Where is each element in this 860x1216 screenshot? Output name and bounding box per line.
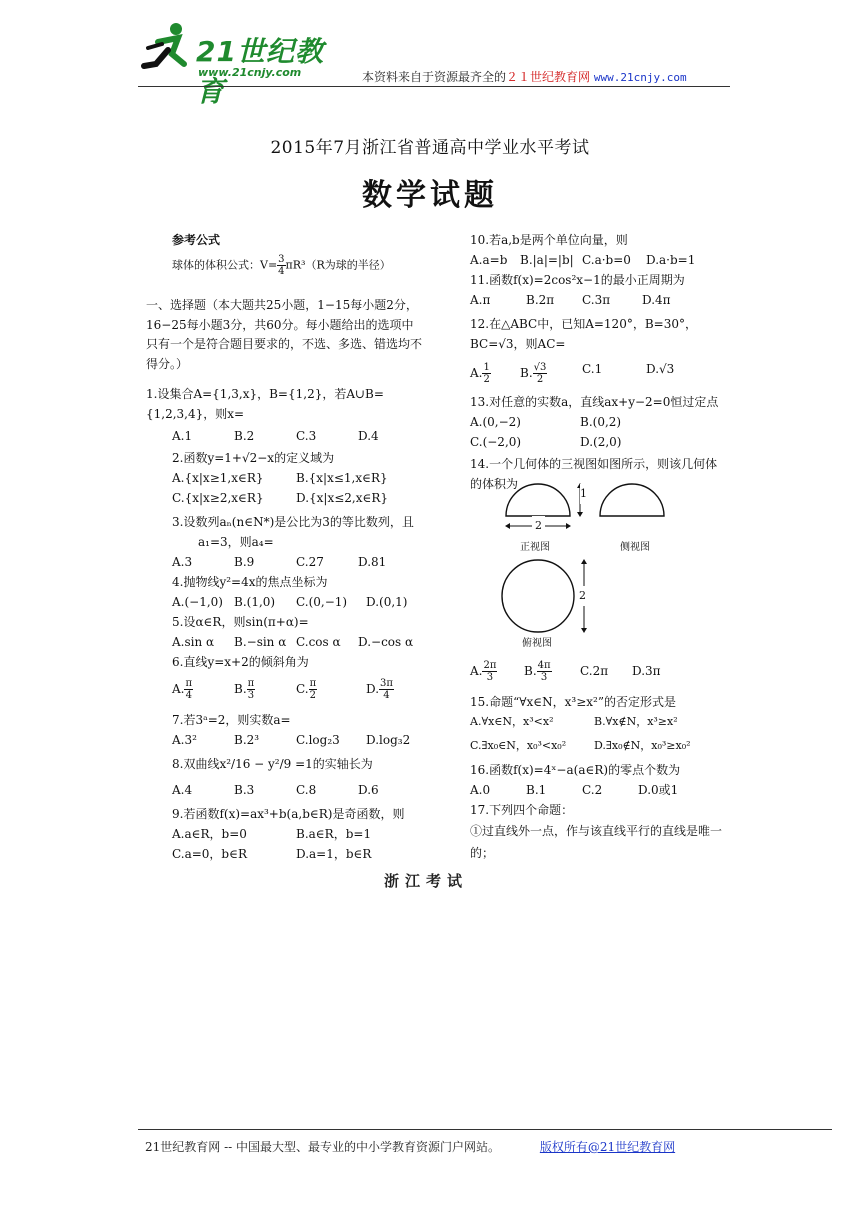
option[interactable]: A.sin α — [172, 635, 215, 649]
ref-formula-fraction: $\frac{3}{4}$ — [278, 254, 285, 277]
question-2-options-row1 — [172, 468, 422, 488]
question-17-stem: 17.下列四个命题： — [470, 803, 574, 817]
option[interactable]: B.(1,0) — [234, 595, 276, 609]
question-11 — [470, 270, 720, 310]
option[interactable]: C.(−2,0) — [470, 435, 522, 449]
footer-text: 21世纪教育网 -- 中国最大型、最专业的中小学教育资源门户网站。 — [145, 1140, 501, 1154]
option[interactable]: D.log₃2 — [366, 733, 411, 747]
top-view — [502, 559, 587, 633]
option[interactable]: B.∀x∉N，x³≥x² — [594, 715, 678, 728]
option[interactable]: D.3π — [632, 664, 661, 678]
question-6-stem: 6.直线y=x+2的倾斜角为 — [172, 655, 309, 669]
option[interactable]: B. $\frac{\pi}{3}$ — [234, 678, 255, 701]
option[interactable]: D.∃x₀∉N，x₀³≥x₀² — [594, 739, 691, 752]
option[interactable]: A.π — [470, 293, 491, 307]
runner-logo-icon — [138, 20, 198, 80]
dimension-height: 1 — [580, 484, 587, 504]
option[interactable]: D.{x|x≤2,x∈R} — [296, 491, 389, 505]
question-16 — [470, 760, 720, 800]
site-logo — [138, 20, 338, 108]
option[interactable]: C.1 — [582, 362, 603, 376]
option[interactable]: B.2π — [526, 293, 555, 307]
option[interactable]: D.√3 — [646, 362, 675, 376]
dimension-diameter: 2 — [579, 586, 586, 606]
question-14-options — [470, 660, 720, 683]
option[interactable]: D.(2,0) — [580, 435, 622, 449]
question-15-options-row1 — [470, 712, 732, 732]
top-view-label: 俯视图 — [522, 638, 552, 649]
header-note-site[interactable]: ２１世纪教育网 — [506, 70, 591, 84]
option[interactable]: B.a∈R，b=1 — [296, 827, 372, 841]
exam-stamp: 浙江考试 — [384, 872, 469, 890]
question-17-item-1: ①过直线外一点，作与该直线平行的直线是唯一的； — [470, 824, 723, 860]
ref-formula-text-a: 球体的体积公式：V= — [172, 258, 278, 272]
footer-copyright-link[interactable]: 版权所有@21世纪教育网 — [539, 1140, 676, 1154]
option[interactable]: C.27 — [296, 555, 324, 569]
option[interactable]: B.−sin α — [234, 635, 287, 649]
question-4-stem: 4.抛物线y²=4x的焦点坐标为 — [172, 575, 328, 589]
question-4-options — [172, 592, 422, 612]
option[interactable]: C.2π — [580, 664, 609, 678]
option[interactable]: A.4 — [172, 783, 193, 797]
question-9-stem: 9.若函数f(x)=ax³+b(a,b∈R)是奇函数，则 — [172, 807, 405, 821]
ref-formula — [172, 254, 420, 277]
left-column — [172, 230, 420, 277]
question-7 — [172, 710, 422, 750]
option[interactable]: A.a∈R，b=0 — [172, 827, 247, 841]
question-10 — [470, 230, 720, 270]
option[interactable]: B.1 — [526, 783, 547, 797]
question-12-options — [446, 362, 722, 385]
question-13-options-row2 — [470, 432, 720, 452]
option[interactable]: C.8 — [296, 783, 317, 797]
question-9-options-row1 — [172, 824, 422, 844]
question-8-stem: 8.双曲线x²/16 − y²/9 =1的实轴长为 — [172, 757, 373, 771]
option[interactable]: A.0 — [470, 783, 491, 797]
option[interactable]: D.81 — [358, 555, 387, 569]
option[interactable]: A.(−1,0) — [172, 595, 223, 609]
exam-title: 2015年7月浙江省普通高中学业水平考试 — [270, 138, 590, 158]
logo-text: 21世纪教育 — [196, 35, 324, 108]
dimension-width: 2 — [532, 516, 545, 536]
question-9-options-row2 — [172, 844, 422, 864]
question-6 — [172, 652, 422, 701]
option[interactable]: A.3² — [172, 733, 197, 747]
ref-formula-text-b: πR³（R为球的半径） — [285, 258, 391, 272]
question-12 — [446, 314, 722, 385]
question-3-options — [146, 552, 422, 572]
option[interactable]: B.2 — [234, 429, 255, 443]
option[interactable]: D.(0,1) — [366, 595, 408, 609]
question-8 — [172, 754, 422, 800]
question-14-stem-text: 14.一个几何体的三视图如图所示，则该几何体的体积为 — [470, 457, 718, 491]
question-11-options — [470, 290, 720, 310]
header-note-url[interactable]: www.21cnjy.com — [593, 71, 687, 84]
question-1-options — [146, 426, 422, 446]
option[interactable]: A. $\frac{1}{2}$ — [470, 362, 490, 385]
option[interactable]: D.4 — [358, 429, 379, 443]
header-note-prefix: 本资料来自于资源最齐全的 — [362, 70, 507, 84]
header-note — [362, 68, 687, 85]
question-4 — [172, 572, 422, 612]
option[interactable]: A.a=b — [470, 253, 508, 267]
option[interactable]: A. $\frac{2\pi}{3}$ — [470, 660, 497, 683]
option[interactable]: C. $\frac{\pi}{2}$ — [296, 678, 317, 701]
question-15-stem: 15.命题“∀x∈N，x³≥x²”的否定形式是 — [470, 695, 676, 709]
question-14-options-wrap — [470, 660, 720, 683]
option[interactable]: C.∃x₀∈N，x₀³<x₀² — [470, 739, 567, 752]
option[interactable]: A.(0,−2) — [470, 415, 521, 429]
section1-instructions: 一、选择题（本大题共25小题，1−15每小题2分，16−25每小题3分，共60分。每小题给出的选项中只有一个是符合题目要求的，不选、多选、错选均不得分。） — [146, 298, 423, 371]
question-1 — [146, 384, 422, 446]
question-8-options — [172, 780, 422, 800]
question-13-options-row1 — [470, 412, 720, 432]
option[interactable]: D.−cos α — [358, 635, 414, 649]
question-16-stem: 16.函数f(x)=4ˣ−a(a∈R)的零点个数为 — [470, 763, 681, 777]
question-2-options-row2 — [172, 488, 422, 508]
option[interactable]: D.6 — [358, 783, 379, 797]
question-10-stem: 10.若a,b是两个单位向量，则 — [470, 233, 628, 247]
three-view-figure — [496, 474, 696, 654]
option[interactable]: C.2 — [582, 783, 603, 797]
question-1-stem: 1.设集合A={1,3,x}，B={1,2}，若A∪B={1,2,3,4}，则x= — [146, 387, 384, 421]
option[interactable]: C.a·b=0 — [582, 253, 631, 267]
option[interactable]: D.a=1，b∈R — [296, 847, 372, 861]
question-15 — [470, 692, 732, 756]
question-6-options — [172, 678, 422, 701]
option[interactable]: A.3 — [172, 555, 193, 569]
option[interactable]: B.{x|x≤1,x∈R} — [296, 471, 388, 485]
side-view — [600, 484, 664, 516]
question-13 — [470, 392, 720, 452]
ref-heading: 参考公式 — [172, 233, 221, 247]
question-17 — [446, 800, 724, 864]
side-view-label: 侧视图 — [620, 542, 650, 553]
option[interactable]: C.{x|x≥2,x∈R} — [172, 491, 264, 505]
question-10-options — [470, 250, 720, 270]
question-12-stem: 12.在△ABC中，已知A=120°，B=30°，BC=√3，则AC= — [470, 317, 697, 351]
option[interactable]: B. $\frac{√3}{2}$ — [520, 362, 547, 385]
option[interactable]: B. $\frac{4\pi}{3}$ — [524, 660, 551, 683]
option[interactable]: A.∀x∈N，x³<x² — [470, 715, 554, 728]
option[interactable]: B.3 — [234, 783, 255, 797]
header-divider — [138, 86, 730, 87]
option[interactable]: D.0或1 — [638, 783, 679, 797]
logo-url: www.21cnjy.com — [198, 66, 302, 79]
option[interactable]: C.(0,−1) — [296, 595, 348, 609]
option[interactable]: B.(0,2) — [580, 415, 622, 429]
option[interactable]: D.4π — [642, 293, 671, 307]
option[interactable]: A. $\frac{\pi}{4}$ — [172, 678, 193, 701]
question-9 — [172, 804, 422, 864]
question-7-stem: 7.若3ᵃ=2，则实数a= — [172, 713, 291, 727]
question-2 — [172, 448, 422, 508]
question-11-stem: 11.函数f(x)=2cos²x−1的最小正周期为 — [470, 273, 685, 287]
footer — [145, 1138, 675, 1155]
front-view-label: 正视图 — [520, 542, 550, 553]
question-7-options — [172, 730, 422, 750]
question-5-options — [172, 632, 422, 652]
option[interactable]: A.1 — [172, 429, 193, 443]
option[interactable]: B.|a|=|b| — [520, 253, 574, 267]
question-3-stem: 3.设数列aₙ(n∈N*)是公比为3的等比数列，且a₁=3，则a₄= — [172, 515, 414, 549]
option[interactable]: C.3π — [582, 293, 611, 307]
option[interactable]: C.log₂3 — [296, 733, 340, 747]
option[interactable]: C.3 — [296, 429, 317, 443]
question-15-options-row2 — [470, 736, 732, 756]
option[interactable]: D.a·b=1 — [646, 253, 696, 267]
question-3 — [146, 512, 422, 572]
question-2-stem: 2.函数y=1+√2−x的定义域为 — [172, 451, 335, 465]
question-5-stem: 5.设α∈R，则sin(π+α)= — [172, 615, 309, 629]
question-16-options — [470, 780, 720, 800]
subject-title: 数学试题 — [362, 178, 498, 213]
option[interactable]: D. $\frac{3\pi}{4}$ — [366, 678, 393, 701]
option[interactable]: B.9 — [234, 555, 255, 569]
option[interactable]: A.{x|x≥1,x∈R} — [172, 471, 264, 485]
option[interactable]: B.2³ — [234, 733, 260, 747]
option[interactable]: C.a=0，b∈R — [172, 847, 248, 861]
footer-divider — [138, 1129, 832, 1130]
question-13-stem: 13.对任意的实数a，直线ax+y−2=0恒过定点 — [470, 395, 719, 409]
question-5 — [172, 612, 422, 652]
option[interactable]: C.cos α — [296, 635, 341, 649]
